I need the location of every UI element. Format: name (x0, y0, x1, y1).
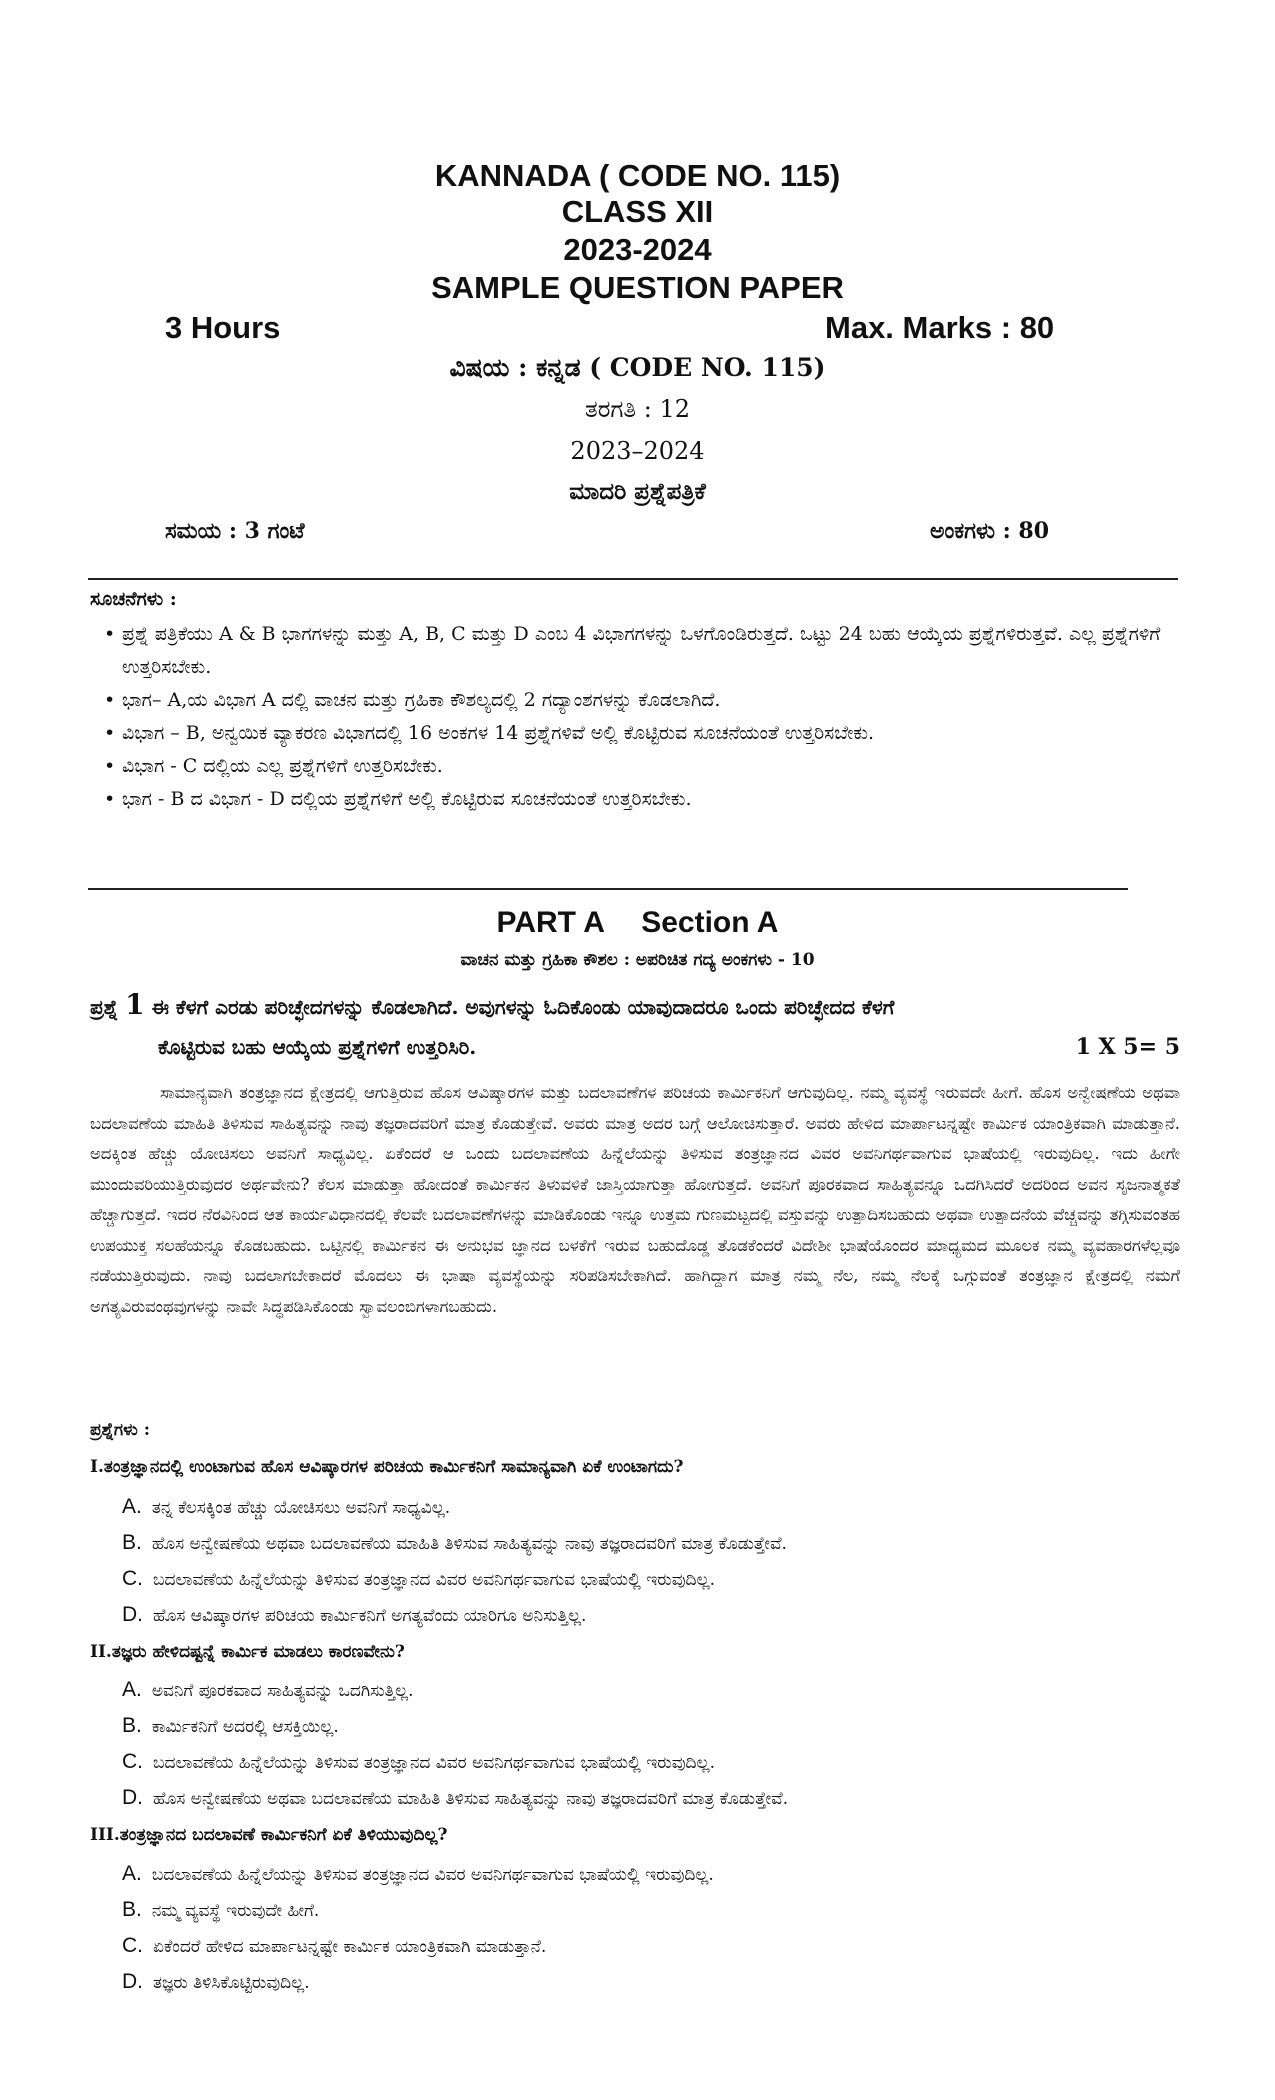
question-number: 1 (125, 988, 145, 1021)
sub-question-3: III.ತಂತ್ರಜ್ಞಾನದ ಬದಲಾವಣೆ ಕಾರ್ಮಿಕನಿಗೆ ಏಕೆ ತಿಳಿಯುವುದಿಲ್ಲ? (90, 1825, 448, 1845)
year-title-kn: 2023–2024 (570, 437, 705, 465)
part-heading (0, 905, 1275, 941)
class-title-kn: ತರಗತಿ : 12 (584, 395, 690, 423)
option-item: D. ತಜ್ಞರು ತಿಳಿಸಿಕೊಟ್ಟಿರುವುದಿಲ್ಲ. (122, 1970, 310, 1993)
question-line-1: ಈ ಕೆಳಗೆ ಎರಡು ಪರಿಚ್ಛೇದಗಳನ್ನು ಕೊಡಲಾಗಿದೆ. ಅವುಗಳನ್ನು ಓದಿಕೊಂಡು ಯಾವುದಾದರೂ ಒಂದು ಪರಿಚ್ಛೇದದ ಕೆಳಗೆ (151, 995, 895, 1019)
instructions-title: ಸೂಚನೆಗಳು : (90, 588, 177, 610)
max-marks-en: Max. Marks : 80 (825, 310, 1055, 345)
class-title-en: CLASS XII (561, 194, 714, 229)
instruction-item: • ಭಾಗ - B ದ ವಿಭಾಗ - D ದಲ್ಲಿಯ ಪ್ರಶ್ನೆಗಳಿಗೆ ಅಲ್ಲಿ ಕೊಟ್ಟಿರುವ ಸೂಚನೆಯಂತೆ ಉತ್ತರಿಸಬೇಕು. (104, 788, 692, 810)
section-label: Section A (641, 906, 779, 939)
option-item: D. ಹೊಸ ಆವಿಷ್ಕಾರಗಳ ಪರಿಚಯ ಕಾರ್ಮಿಕನಿಗೆ ಅಗತ್ಯವೆಂದು ಯಾರಿಗೂ ಅನಿಸುತ್ತಿಲ್ಲ. (122, 1603, 587, 1626)
option-item: A. ತನ್ನ ಕೆಲಸಕ್ಕಿಂತ ಹೆಚ್ಚು ಯೋಚಿಸಲು ಅವನಿಗೆ ಸಾಧ್ಯವಿಲ್ಲ. (122, 1495, 451, 1518)
sub-question-2: II.ತಜ್ಞರು ಹೇಳಿದಷ್ಟನ್ನೆ ಕಾರ್ಮಿಕ ಮಾಡಲು ಕಾರಣವೇನು? (90, 1642, 405, 1662)
subject-title-en: KANNADA ( CODE NO. 115) (434, 158, 841, 193)
divider-mid (88, 888, 1128, 890)
option-item: C. ಬದಲಾವಣೆಯ ಹಿನ್ನೆಲೆಯನ್ನು ತಿಳಿಸುವ ತಂತ್ರಜ್ಞಾನದ ವಿವರ ಅವನಿಗರ್ಥವಾಗುವ ಭಾಷೆಯಲ್ಲಿ ಇರುವುದಿಲ್ಲ. (122, 1750, 715, 1773)
time-kn: ಸಮಯ : 3 ಗಂಟೆ (165, 518, 305, 544)
instruction-item: • ವಿಭಾಗ - C ದಲ್ಲಿಯ ಎಲ್ಲ ಪ್ರಶ್ನೆಗಳಿಗೆ ಉತ್ತರಿಸಬೇಕು. (104, 755, 443, 777)
time-en: 3 Hours (165, 310, 281, 345)
paper-title-kn: ಮಾದರಿ ಪ್ರಶ್ನೆಪತ್ರಿಕೆ (569, 478, 706, 505)
question-marks: 1 X 5= 5 (1075, 1034, 1180, 1060)
option-item: A. ಬದಲಾವಣೆಯ ಹಿನ್ನೆಲೆಯನ್ನು ತಿಳಿಸುವ ತಂತ್ರಜ್ಞಾನದ ವಿವರ ಅವನಿಗರ್ಥವಾಗುವ ಭಾಷೆಯಲ್ಲಿ ಇರುವುದಿಲ್ಲ. (122, 1862, 714, 1885)
option-item: C. ಏಕೆಂದರೆ ಹೇಳಿದ ಮಾರ್ಪಾಟನ್ನಷ್ಟೇ ಕಾರ್ಮಿಕ ಯಾಂತ್ರಿಕವಾಗಿ ಮಾಡುತ್ತಾನೆ. (122, 1934, 547, 1957)
option-item: A. ಅವನಿಗೆ ಪೂರಕವಾದ ಸಾಹಿತ್ಯವನ್ನು ಒದಗಿಸುತ್ತಿಲ್ಲ. (122, 1678, 414, 1701)
sub-question-1: I.ತಂತ್ರಜ್ಞಾನದಲ್ಲಿ ಉಂಟಾಗುವ ಹೊಸ ಆವಿಷ್ಕಾರಗಳ ಪರಿಚಯ ಕಾರ್ಮಿಕನಿಗೆ ಸಾಮಾನ್ಯವಾಗಿ ಏಕೆ ಉಂಟಾಗದು? (90, 1457, 684, 1477)
option-item: B. ನಮ್ಮ ವ್ಯವಸ್ಥೆ ಇರುವುದೇ ಹೀಗೆ. (122, 1898, 320, 1921)
paper-title-en: SAMPLE QUESTION PAPER (431, 270, 844, 305)
questions-label: ಪ್ರಶ್ನೆಗಳು : (90, 1420, 150, 1440)
option-item: B. ಕಾರ್ಮಿಕನಿಗೆ ಅದರಲ್ಲಿ ಆಸಕ್ತಿಯಿಲ್ಲ. (122, 1714, 339, 1737)
divider-top (88, 578, 1178, 580)
option-item: D. ಹೊಸ ಅನ್ವೇಷಣೆಯ ಅಥವಾ ಬದಲಾವಣೆಯ ಮಾಹಿತಿ ತಿಳಿಸುವ ಸಾಹಿತ್ಯವನ್ನು ನಾವು ತಜ್ಞರಾದವರಿಗೆ ಮಾತ್ರ ಕೊಡುತ್ತೇವೆ. (122, 1786, 789, 1809)
option-item: C. ಬದಲಾವಣೆಯ ಹಿನ್ನೆಲೆಯನ್ನು ತಿಳಿಸುವ ತಂತ್ರಜ್ಞಾನದ ವಿವರ ಅವನಿಗರ್ಥವಾಗುವ ಭಾಷೆಯಲ್ಲಿ ಇರುವುದಿಲ್ಲ. (122, 1567, 715, 1590)
year-title-en: 2023-2024 (563, 232, 712, 267)
instruction-item: • ವಿಭಾಗ – B, ಅನ್ವಯಿಕ ವ್ಯಾಕರಣ ವಿಭಾಗದಲ್ಲಿ 16 ಅಂಕಗಳ 14 ಪ್ರಶ್ನೆಗಳಿವೆ ಅಲ್ಲಿ ಕೊಟ್ಟಿರುವ ಸೂಚನೆಯಂತೆ ಉತ್ತರಿಸಬೇಕು. (104, 722, 875, 744)
marks-kn: ಅಂಕಗಳು : 80 (930, 518, 1050, 544)
instruction-item: • ಪ್ರಶ್ನೆ ಪತ್ರಿಕೆಯು A & B ಭಾಗಗಳನ್ನು ಮತ್ತು A, B, C ಮತ್ತು D ಎಂಬ 4 ವಿಭಾಗಗಳನ್ನು ಒಳಗೊಂಡಿರುತ್ತದೆ. ಒಟ್ಟು 24 ಬಹು ಆಯ್ಕೆಯ ಪ್ರಶ್ನೆಗಳಿರುತ್ತವೆ. ಎಲ್ಲ ಪ್ರಶ್ನೆಗಳಿಗೆ ಉತ್ತರಿಸಬೇಕು. (104, 623, 1161, 678)
reading-passage: ಸಾಮಾನ್ಯವಾಗಿ ತಂತ್ರಜ್ಞಾನದ ಕ್ಷೇತ್ರದಲ್ಲಿ ಆಗುತ್ತಿರುವ ಹೊಸ ಆವಿಷ್ಕಾರಗಳ ಮತ್ತು ಬದಲಾವಣೆಗಳ ಪರಿಚಯ ಕಾರ್ಮಿಕನಿಗೆ ಆಗುವುದಿಲ್ಲ. ನಮ್ಮ ವ್ಯವಸ್ಥೆ ಇರುವದೇ ಹೀಗೆ. ಹೊಸ ಅನ್ವೇಷಣೆಯ ಅಥವಾ ಬದಲಾವಣೆಯ ಮಾಹಿತಿ ತಿಳಿಸುವ ಸಾಹಿತ್ಯವನ್ನು ನಾವು ತಜ್ಞರಾದವರಿಗೆ ಮಾತ್ರ ಕೊಡುತ್ತೇವೆ. ಅವರು ಮಾತ್ರ ಅದರ ಬಗ್ಗೆ ಆಲೋಚಿಸುತ್ತಾರೆ. ಅವರು ಹೇಳಿದ ಮಾರ್ಪಾಟನ್ನಷ್ಟೇ ಕಾರ್ಮಿಕ ಯಾಂತ್ರಿಕವಾಗಿ ಮಾಡುತ್ತಾನೆ. ಅದಕ್ಕಿಂತ ಹೆಚ್ಚು ಯೋಚಿಸಲು ಅವನಿಗೆ ಸಾಧ್ಯವಿಲ್ಲ. ಏಕೆಂದರೆ ಆ ಒಂದು ಬದಲಾವಣೆಯ ಹಿನ್ನೆಲೆಯನ್ನು ತಿಳಿಸುವ ತಂತ್ರಜ್ಞಾನದ ವಿವರ ಅವನಿಗರ್ಥವಾಗುವ ಭಾಷೆಯಲ್ಲಿ ಇರುವುದಿಲ್ಲ. ಇದು ಹೀಗೇ ಮುಂದುವರಿಯುತ್ತಿರುವುದರ ಅರ್ಥವೇನು? ಕೆಲಸ ಮಾಡುತ್ತಾ ಹೋದಂತೆ ಕಾರ್ಮಿಕನ ತಿಳುವಳಿಕೆ ಜಾಸ್ತಿಯಾಗುತ್ತಾ ಹೋಗುತ್ತದೆ. ಅವನಿಗೆ ಪೂರಕವಾದ ಸಾಹಿತ್ಯವನ್ನೂ ಒದಗಿಸಿದರೆ ಅದರಿಂದ ಅವನ ಸೃಜನಾತ್ಮಕತೆ ಹೆಚ್ಚಾಗುತ್ತದೆ. ಇದರ ನೆರವಿನಿಂದ ಆತ ಕಾರ್ಯವಿಧಾನದಲ್ಲಿ ಕೆಲವೇ ಬದಲಾವಣೆಗಳನ್ನು ಮಾಡಿಕೊಂಡು ಇನ್ನೂ ಉತ್ತಮ ಗುಣಮಟ್ಟದಲ್ಲಿ ವಸ್ತುವನ್ನು ಉತ್ಪಾದಿಸಬಹುದು ಅಥವಾ ಉತ್ಪಾದನೆಯ ವೆಚ್ಚವನ್ನು ತಗ್ಗಿಸುವಂತಹ ಉಪಯುಕ್ತ ಸಲಹೆಯನ್ನೂ ಕೊಡಬಹುದು. ಒಟ್ಟಿನಲ್ಲಿ ಕಾರ್ಮಿಕನ ಈ ಅನುಭವ ಜ್ಞಾನದ ಬಳಕೆಗೆ ಇರುವ ಬಹುದೊಡ್ಡ ತೊಡಕೆಂದರೆ ವಿದೇಶೀ ಭಾಷೆಯೊಂದರ ಮಾಧ್ಯಮದ ಮೂಲಕ ನಮ್ಮ ವ್ಯವಹಾರಗಳೆಲ್ಲವೂ ನಡೆಯುತ್ತಿರುವುದು. ನಾವು ಬದಲಾಗಬೇಕಾದರೆ ಮೊದಲು ಈ ಭಾಷಾ ವ್ಯವಸ್ಥೆಯನ್ನು ಸರಿಪಡಿಸಬೇಕಾಗಿದೆ. ಹಾಗಿದ್ದಾಗ ಮಾತ್ರ ನಮ್ಮ ನೆಲ, ನಮ್ಮ ನೆಲಕ್ಕೆ ಒಗ್ಗುವಂತೆ ತಂತ್ರಜ್ಞಾನ ಕ್ಷೇತ್ರದಲ್ಲಿ ನಮಗೆ ಅಗತ್ಯವಿರುವಂಥವುಗಳನ್ನು ನಾವೇ ಸಿದ್ಧಪಡಿಸಿಕೊಂಡು ಸ್ವಾವಲಂಬಿಗಳಾಗಬಹುದು. (90, 1083, 1180, 1316)
option-item: B. ಹೊಸ ಅನ್ವೇಷಣೆಯ ಅಥವಾ ಬದಲಾವಣೆಯ ಮಾಹಿತಿ ತಿಳಿಸುವ ಸಾಹಿತ್ಯವನ್ನು ನಾವು ತಜ್ಞರಾದವರಿಗೆ ಮಾತ್ರ ಕೊಡುತ್ತೇವೆ. (122, 1531, 787, 1554)
instruction-item: • ಭಾಗ– A,ಯ ವಿಭಾಗ A ದಲ್ಲಿ ವಾಚನ ಮತ್ತು ಗ್ರಹಿಕಾ ಕೌಶಲ್ಯದಲ್ಲಿ 2 ಗದ್ಯಾಂಶಗಳನ್ನು ಕೊಡಲಾಗಿದೆ. (104, 689, 721, 711)
instructions-list (90, 618, 1170, 816)
question-line-2: ಕೊಟ್ಟಿರುವ ಬಹು ಆಯ್ಕೆಯ ಪ್ರಶ್ನೆಗಳಿಗೆ ಉತ್ತರಿಸಿರಿ. (158, 1035, 477, 1059)
question-prefix: ಪ್ರಶ್ನೆ (90, 995, 119, 1019)
question-1 (90, 985, 1180, 1067)
section-subtitle: ವಾಚನ ಮತ್ತು ಗ್ರಹಿಕಾ ಕೌಶಲ : ಅಪರಿಚಿತ ಗದ್ಯ ಅಂಕಗಳು - 10 (460, 950, 815, 970)
subject-title-kn: ವಿಷಯ : ಕನ್ನಡ ( CODE NO. 115) (449, 353, 826, 382)
part-label: PART A (496, 906, 605, 939)
